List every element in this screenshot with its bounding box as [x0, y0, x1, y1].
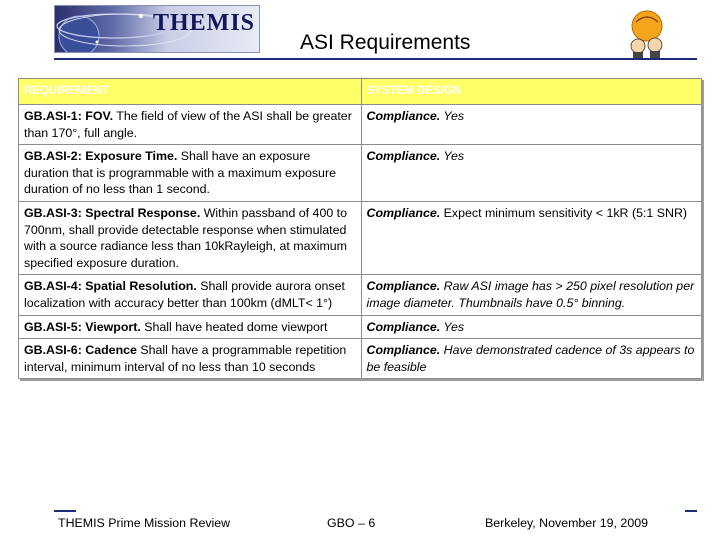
- table-row: [19, 339, 702, 379]
- footer-mission-review: THEMIS Prime Mission Review: [58, 516, 231, 530]
- compliance-note: Yes: [440, 149, 465, 164]
- page-title: ASI Requirements: [300, 31, 471, 54]
- compliance-note: Yes: [440, 319, 465, 334]
- requirement-id: GB.ASI-5: Viewport.: [24, 319, 141, 334]
- table-row: [19, 275, 702, 315]
- requirement-id: GB.ASI-2: Exposure Time.: [24, 149, 178, 164]
- requirement-id: GB.ASI-4: Spatial Resolution.: [24, 279, 197, 294]
- system-design-cell: [361, 145, 702, 202]
- table-header-row: [19, 79, 702, 105]
- table-row: [19, 145, 702, 202]
- requirement-cell: [19, 105, 362, 145]
- table-row: [19, 201, 702, 274]
- requirement-text: Shall have a programmable repetition interval, minimum interval of no less than 10 seconds: [24, 343, 347, 374]
- requirement-id: GB.ASI-6: Cadence: [24, 343, 137, 358]
- requirement-text: Shall have an exposure duration that is programmable with a maximum exposure duration of no less than 1 second.: [24, 149, 336, 197]
- themis-logo: [54, 5, 260, 53]
- system-design-cell: [361, 339, 702, 379]
- requirement-cell: [19, 315, 362, 339]
- requirement-header: REQUIREMENT: [19, 79, 362, 105]
- system-design-cell: [361, 201, 702, 274]
- requirement-cell: [19, 145, 362, 202]
- system-design-header: SYSTEM DESIGN: [361, 79, 702, 105]
- requirement-text: The field of view of the ASI shall be greater than 170°, full angle.: [24, 109, 352, 140]
- requirement-cell: [19, 201, 362, 274]
- title-divider: [54, 58, 697, 60]
- compliance-label: Compliance.: [366, 279, 441, 294]
- requirement-text: Shall provide aurora onset localization with accuracy better than 100km (dMLT< 1°): [24, 279, 345, 310]
- footer-page-number: GBO – 6: [327, 516, 376, 530]
- requirement-cell: [19, 339, 362, 379]
- compliance-note: Raw ASI image has > 250 pixel resolution per image diameter. Thumbnails have 0.5° binning.: [366, 279, 695, 310]
- compliance-label: Compliance.: [366, 109, 441, 123]
- requirement-id: GB.ASI-3: Spectral Response.: [24, 205, 201, 220]
- system-design-cell: [361, 275, 702, 315]
- compliance-note: Have demonstrated cadence of 3s appears to be feasible: [366, 343, 695, 374]
- requirements-table: [18, 78, 702, 379]
- mission-mascot-icon: [622, 8, 672, 60]
- footer-divider-right: [685, 510, 697, 512]
- compliance-note: Yes: [440, 109, 465, 123]
- compliance-label: Compliance.: [366, 319, 441, 334]
- requirement-id: GB.ASI-1: FOV.: [24, 109, 114, 123]
- footer-date: Berkeley, November 19, 2009: [485, 516, 649, 530]
- requirement-text: Shall have heated dome viewport: [140, 319, 328, 334]
- table-row: [19, 105, 702, 145]
- logo-text: THEMIS: [153, 10, 256, 36]
- requirement-text: Within passband of 400 to 700nm, shall provide detectable response when stimulated with a source radiance less than 10kRayleigh, at maximum specified exposure duration.: [24, 205, 347, 270]
- system-design-cell: [361, 315, 702, 339]
- system-design-cell: [361, 105, 702, 145]
- requirement-cell: [19, 275, 362, 315]
- compliance-note: Expect minimum sensitivity < 1kR (5:1 SNR): [440, 205, 688, 220]
- footer-divider-left: [54, 510, 76, 512]
- compliance-label: Compliance.: [366, 149, 441, 164]
- compliance-label: Compliance.: [366, 343, 441, 358]
- table-row: [19, 315, 702, 339]
- compliance-label: Compliance.: [366, 205, 441, 220]
